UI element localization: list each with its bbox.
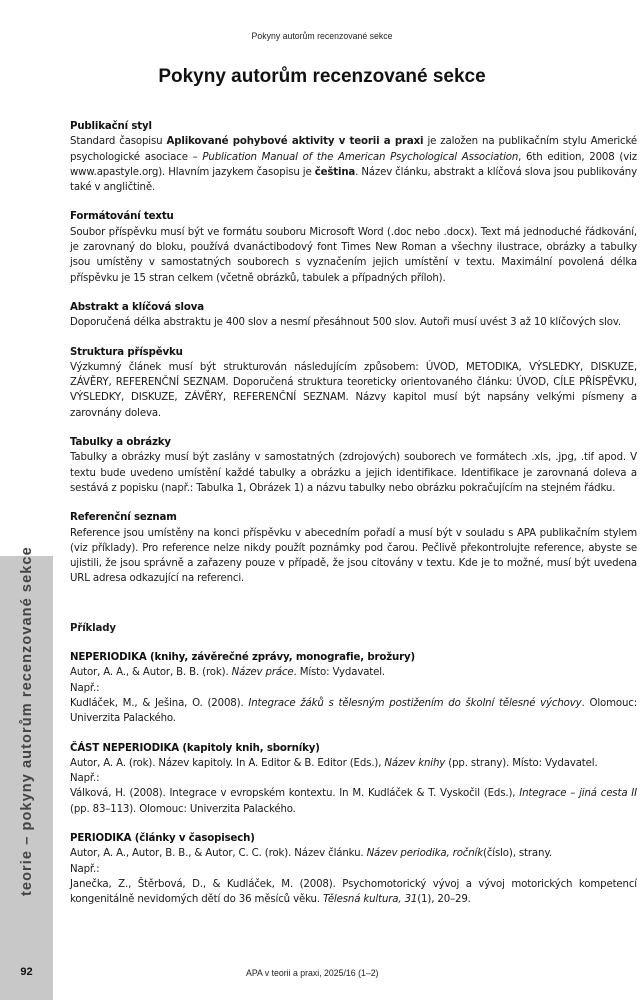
citation-example: [70, 786, 637, 817]
section-publikacni-styl: [70, 119, 637, 195]
section-heading: Referenční seznam: [70, 512, 177, 524]
text-run: Autor, A. A., & Autor, B. B. (rok).: [70, 667, 232, 679]
side-tab-label: teorie – pokyny autorům recenzované sekce: [19, 546, 35, 896]
text-run: . Název článku, abstrakt a klíčová slova jsou publikovány také v angličtině.: [70, 166, 637, 194]
text-run: . Olomouc: Univerzita Palackého.: [70, 697, 637, 725]
citation-pattern: [70, 756, 637, 771]
citation-example: [70, 877, 637, 908]
section-heading: Tabulky a obrázky: [70, 437, 171, 449]
italic-title: Tělesná kultura, 31: [323, 894, 418, 906]
citation-pattern: [70, 846, 637, 861]
section-body: Doporučená délka abstraktu je 400 slov a nesmí přesáhnout 500 slov. Autoři musí uvést 3 až 10 klíčových slov.: [70, 317, 621, 329]
italic-title: Název práce: [231, 667, 294, 679]
text-run: Autor, A. A., Autor, B. B., & Autor, C. C. (rok). Název článku.: [70, 848, 367, 860]
italic-title: Integrace – jiná cesta II: [519, 788, 637, 800]
page-number: 92: [20, 966, 33, 978]
example-neperiodika: [70, 650, 637, 726]
text-run: , 6th edition, 2008 (viz www.apastyle.org). Hlavním jazykem časopisu je: [70, 151, 637, 178]
section-tabulky: [70, 435, 637, 496]
citation-pattern: [70, 665, 637, 680]
section-referencni-seznam: [70, 510, 637, 586]
citation-example: [70, 696, 637, 727]
text-run: . Místo: Vydavatel.: [293, 667, 386, 679]
text-run: Autor, A. A. (rok). Název kapitoly. In A. Editor & B. Editor (Eds.),: [70, 757, 385, 769]
running-header: Pokyny autorům recenzované sekce: [251, 31, 393, 42]
examples-heading: Příklady: [70, 622, 116, 634]
text-run: Válková, H. (2008). Integrace v evropském kontextu. In M. Kudláček & T. Vyskočil (Eds.),: [70, 788, 520, 800]
journal-name: Aplikované pohybové aktivity v teorii a praxi: [166, 136, 424, 148]
italic-title: Integrace žáků s tělesným postižením do školní tělesné výchovy: [248, 697, 582, 709]
example-heading: PERIODIKA (články v časopisech): [70, 832, 255, 844]
manual-title: Publication Manual of the American Psychological Association: [202, 151, 519, 163]
text-run: Kudláček, M., & Ješina, O. (2008).: [70, 697, 249, 709]
text-run: (pp. strany). Místo: Vydavatel.: [445, 757, 598, 769]
text-run: (1), 20–29.: [417, 894, 471, 906]
example-cast-neperiodika: [70, 741, 637, 817]
article-content: [70, 119, 637, 921]
text-run: je založen na publikačním stylu Americké psychologické asociace –: [70, 136, 637, 163]
section-body: Tabulky a obrázky musí být zaslány v samostatných (zdrojových) souborech ve formátech .xls, .jpg, .tif apod. V textu bude uvedeno umístění každé tabulky a obrázku a jejich identifikace. Identifikace je zarovnaná doleva a sestává z popisku (např.: Tabulka 1, Obrázek 1) a názvu tabulky nebo obrázku pokračujícím na stejném řádku.: [70, 452, 637, 494]
section-heading: Publikační styl: [70, 121, 152, 132]
italic-title: Název knihy: [384, 757, 446, 769]
section-body: Soubor příspěvku musí být ve formátu souboru Microsoft Word (.doc nebo .docx). Text má jednoduché řádkování, je zarovnaný do bloku, používá dvanáctibodový font Times New Roman a všechny ilustrace, obrázky a tabulky jsou umístěny v samostatných souborech s vyznačením jejich umístění v textu. Maximální povolená délka příspěvku je 15 stran celkem (včetně obrázků, tabulek a případných příloh).: [70, 226, 637, 284]
section-abstrakt: [70, 300, 637, 331]
section-heading: Formátování textu: [70, 211, 174, 223]
language-name: čeština: [314, 166, 356, 178]
section-heading: Abstrakt a klíčová slova: [70, 301, 204, 313]
example-heading: ČÁST NEPERIODIKA (kapitoly knih, sborníky): [70, 742, 320, 754]
section-body: Reference jsou umístěny na konci příspěvku v abecedním pořadí a musí být v souladu s APA publikačním stylem (viz příklady). Pro reference nelze nikdy použít poznámky pod čarou. Pečlivě překontrolujte reference, abyste se ujistili, že jsou správně a zařazeny pouze v případě, že jsou citovány v textu. Kde je to možné, musí být uvedena URL adresa odkazující na referenci.: [70, 527, 637, 585]
example-heading: NEPERIODIKA (knihy, závěrečné zprávy, monografie, brožury): [70, 652, 415, 664]
italic-title: Název periodika, ročník: [366, 848, 483, 860]
example-label: Např.:: [70, 863, 100, 875]
example-periodika: [70, 831, 637, 907]
section-struktura: [70, 345, 637, 421]
section-body: Výzkumný článek musí být strukturován následujícím způsobem: ÚVOD, METODIKA, VÝSLEDKY, DISKUZE, ZÁVĚRY, REFERENČNÍ SEZNAM. Doporučená struktura teoreticky orientovaného článku: ÚVOD, CÍLE PŘÍSPĚVKU, VÝSLEDKY, DISKUZE, ZÁVĚRY, REFERENČNÍ SEZNAM. Názvy kapitol musí být napsány velkými písmeny a zarovnány doleva.: [70, 361, 637, 419]
text-run: Janečka, Z., Štěrbová, D., & Kudláček, M. (2008). Psychomotorický vývoj a vývoj motorických kompetencí kongenitálně nevidomých dětí do 36 měsíců věku.: [70, 878, 637, 906]
section-formatovani-textu: [70, 209, 637, 285]
page-title: Pokyny autorům recenzované sekce: [158, 66, 486, 87]
running-footer: APA v teorii a praxi, 2025/16 (1–2): [246, 968, 379, 979]
example-label: Např.:: [70, 773, 100, 785]
example-label: Např.:: [70, 682, 100, 694]
text-run: (pp. 83–113). Olomouc: Univerzita Palackého.: [70, 803, 296, 815]
text-run: (číslo), strany.: [483, 848, 552, 860]
text-run: Standard časopisu: [70, 136, 167, 148]
section-heading: Struktura příspěvku: [70, 346, 183, 358]
section-body: [70, 134, 637, 195]
